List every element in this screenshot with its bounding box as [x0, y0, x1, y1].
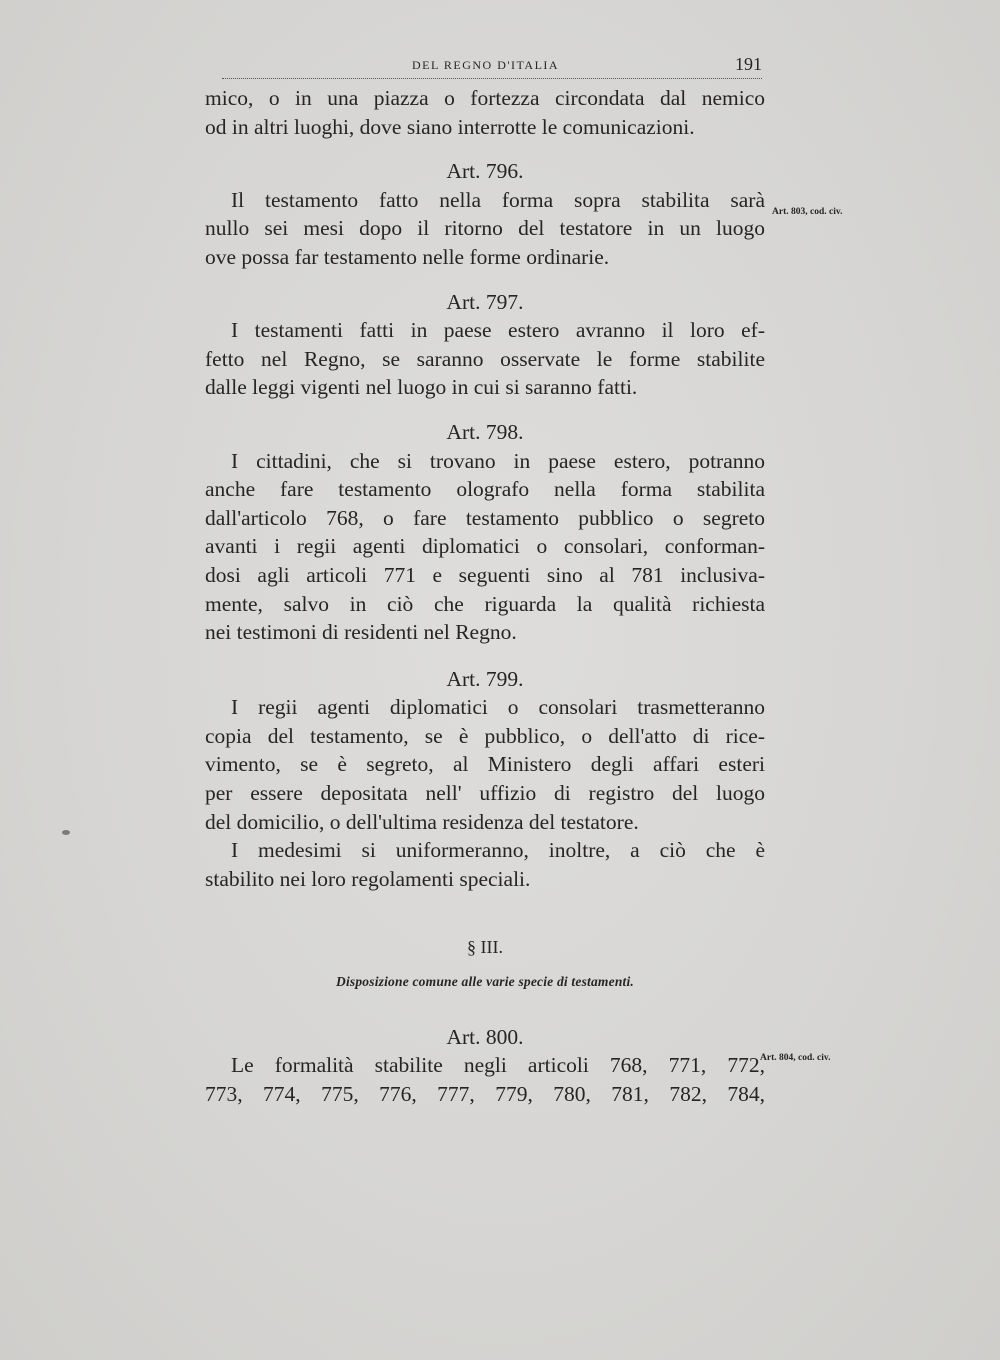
text-line: dall'articolo 768, o fare testamento pubblico o segreto [205, 505, 765, 530]
article-heading-800: Art. 800. [446, 1024, 524, 1049]
article-799-text [205, 693, 765, 893]
header-rule [222, 78, 762, 79]
text-line: 773, 774, 775, 776, 777, 779, 780, 781, 782, 784, [205, 1081, 765, 1106]
article-797-text [205, 316, 765, 402]
continuation-paragraph [205, 84, 765, 141]
text-line: Il testamento fatto nella forma sopra stabilita sarà [231, 187, 765, 212]
text-line: dalle leggi vigenti nel luogo in cui si saranno fatti. [205, 375, 638, 400]
text-line: nei testimoni di residenti nel Regno. [205, 620, 517, 645]
text-line: mente, salvo in ciò che riguarda la qualità richiesta [205, 591, 765, 616]
text-line: fetto nel Regno, se saranno osservate le forme stabilite [205, 346, 765, 371]
running-title: DEL REGNO D'ITALIA [412, 58, 560, 72]
text-line: vimento, se è segreto, al Ministero degli affari esteri [205, 752, 765, 777]
text-line: I cittadini, che si trovano in paese estero, potranno [231, 448, 765, 473]
article-796-text [205, 186, 765, 272]
article-798-text [205, 447, 765, 647]
text-line: avanti i regii agenti diplomatici o consolari, conforman- [205, 534, 765, 559]
text-line: per essere depositata nell' uffizio di registro del luogo [205, 781, 765, 806]
section-subtitle: Disposizione comune alle varie specie di testamenti. [336, 974, 634, 990]
text-line: od in altri luoghi, dove siano interrotte le comunicazioni. [205, 114, 695, 139]
page-number: 191 [735, 54, 762, 74]
section-mark: § III. [467, 937, 503, 958]
margin-note-art-803: Art. 803, cod. civ. [772, 207, 843, 217]
text-line: copia del testamento, se è pubblico, o dell'atto di rice- [205, 723, 765, 748]
text-line: ove possa far testamento nelle forme ordinarie. [205, 244, 610, 269]
text-line: nullo sei mesi dopo il ritorno del testatore in un luogo [205, 216, 765, 241]
text-line: I testamenti fatti in paese estero avranno il loro ef- [231, 318, 765, 343]
running-header [222, 52, 762, 80]
text-line: dosi agli articoli 771 e seguenti sino al 781 inclusiva- [205, 562, 765, 587]
page-body [205, 84, 765, 1108]
article-heading-799: Art. 799. [446, 666, 524, 691]
text-line: Le formalità stabilite negli articoli 768, 771, 772, [231, 1053, 765, 1078]
paper-speck [62, 830, 70, 835]
text-line: del domicilio, o dell'ultima residenza del testatore. [205, 809, 639, 834]
text-line: I medesimi si uniformeranno, inoltre, a ciò che è [231, 838, 765, 863]
text-line: anche fare testamento olografo nella forma stabilita [205, 477, 765, 502]
article-heading-796: Art. 796. [446, 159, 524, 184]
text-line: I regii agenti diplomatici o consolari trasmetteranno [231, 695, 765, 720]
article-800-text [205, 1051, 765, 1108]
text-line: mico, o in una piazza o fortezza circondata dal nemico [205, 86, 765, 110]
text-line: stabilito nei loro regolamenti speciali. [205, 866, 531, 891]
article-heading-797: Art. 797. [446, 289, 524, 314]
margin-note-art-804: Art. 804, cod. civ. [760, 1053, 831, 1063]
article-heading-798: Art. 798. [446, 419, 524, 444]
